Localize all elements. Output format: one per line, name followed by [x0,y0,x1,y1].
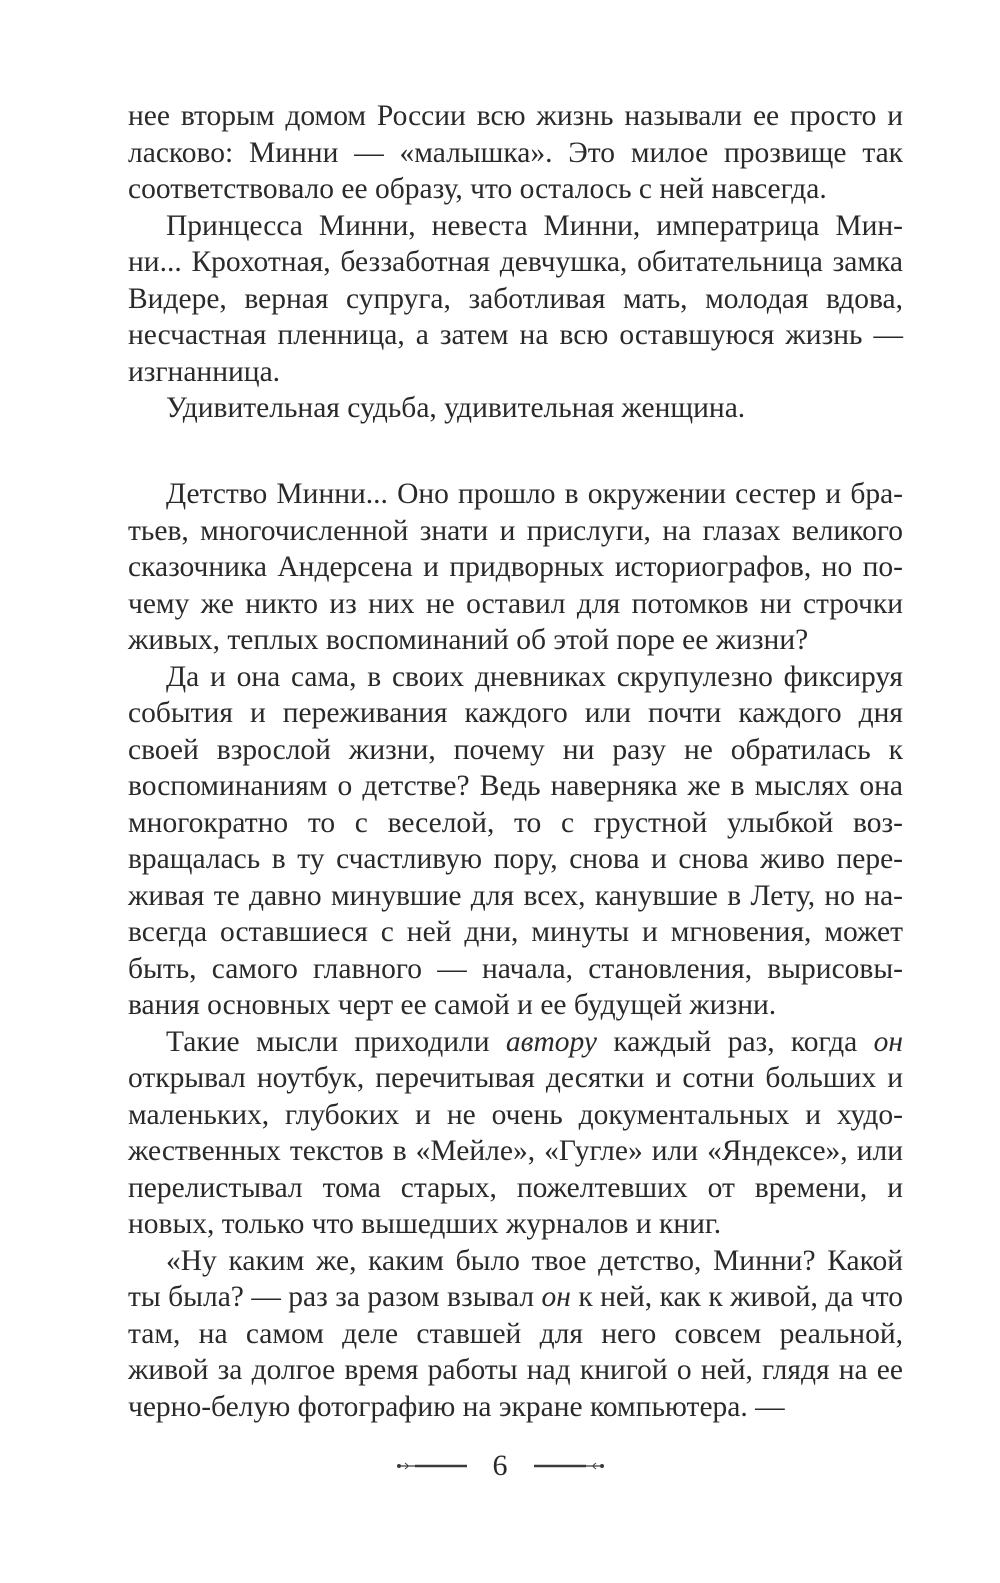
text-run: открывал ноутбук, перечитывая десятки и сотни больших и маленьких, глубоких и не очень документальных и художественных текстов в «Мейле», «Гугле» или «Яндексе», или перелистывал тома старых, пожелтевших от времени, и новых, только что вышедших журналов и книг. [128,1062,903,1240]
paragraph-diaries: Да и она сама, в своих дневниках скрупулезно фиксируя события и переживания каждого или почти каждого дня своей взрослой жизни, почему ни разу не обратилась к воспоминаниям о детстве? Ведь наверняка же в мыслях она многократно то с веселой, то с грустной улыбкой возвращалась в ту счастливую пору, снова и снова живо переживая те давно минувшие для всех, канувшие в Лету, но навсегда оставшиеся с ней дни, минуты и мгновения, может быть, самого главного — начала, становления, вырисовывания основных черт ее самой и ее будущей жизни. [128,660,903,1021]
text-run: каждый раз, когда [597,1025,874,1058]
paragraph-minnie-titles: Принцесса Минни, невеста Минни, императрица Минни... Крохотная, беззаботная девчушка, обитательница замка Видере, верная супруга, заботливая мать, молодая вдова, несчастная пленница, а затем на всю оставшуюся жизнь — изгнанница. [128,209,903,388]
text-block-bottom [128,476,903,1425]
paragraph-author-thoughts [128,1024,903,1243]
page-number: 6 [492,1449,508,1482]
right-ornament-icon [526,1459,606,1473]
text-run: Такие мысли приходили [166,1025,506,1058]
paragraph-amazing-fate: Удивительная судьба, удивительная женщина. [166,392,746,424]
page-footer [0,1446,1000,1486]
text-run: к ней, как к живой, да что там, на самом деле ставшей для него совсем реальной, живой за долгое время работы над книгой о ней, глядя на ее черно-белую фотографию на экране компьютера. — [128,1281,903,1423]
italic-run: он [873,1025,903,1058]
paragraph-childhood: Детство Минни... Оно прошло в окружении сестер и братьев, многочисленной знати и прислуги, на глазах великого сказочника Андерсена и придворных историографов, но почему же никто из них не оставил для потомков ни строчки живых, теплых воспоминаний об этой поре ее жизни? [128,478,903,656]
paragraph-quote [128,1243,903,1426]
left-ornament-icon [395,1459,475,1473]
italic-run: автору [505,1025,597,1058]
text-block-top [128,98,903,427]
text-run: «Ну каким же, каким было твое детство, Минни? Какой ты была? — раз за разом взывал [128,1244,903,1313]
paragraph-continuation: нее вторым домом России всю жизнь называли ее просто и ласково: Минни — «малышка». Это милое прозвище так соответствовало ее образу, что осталось с ней навсегда. [128,100,903,205]
italic-run: он [541,1281,571,1313]
